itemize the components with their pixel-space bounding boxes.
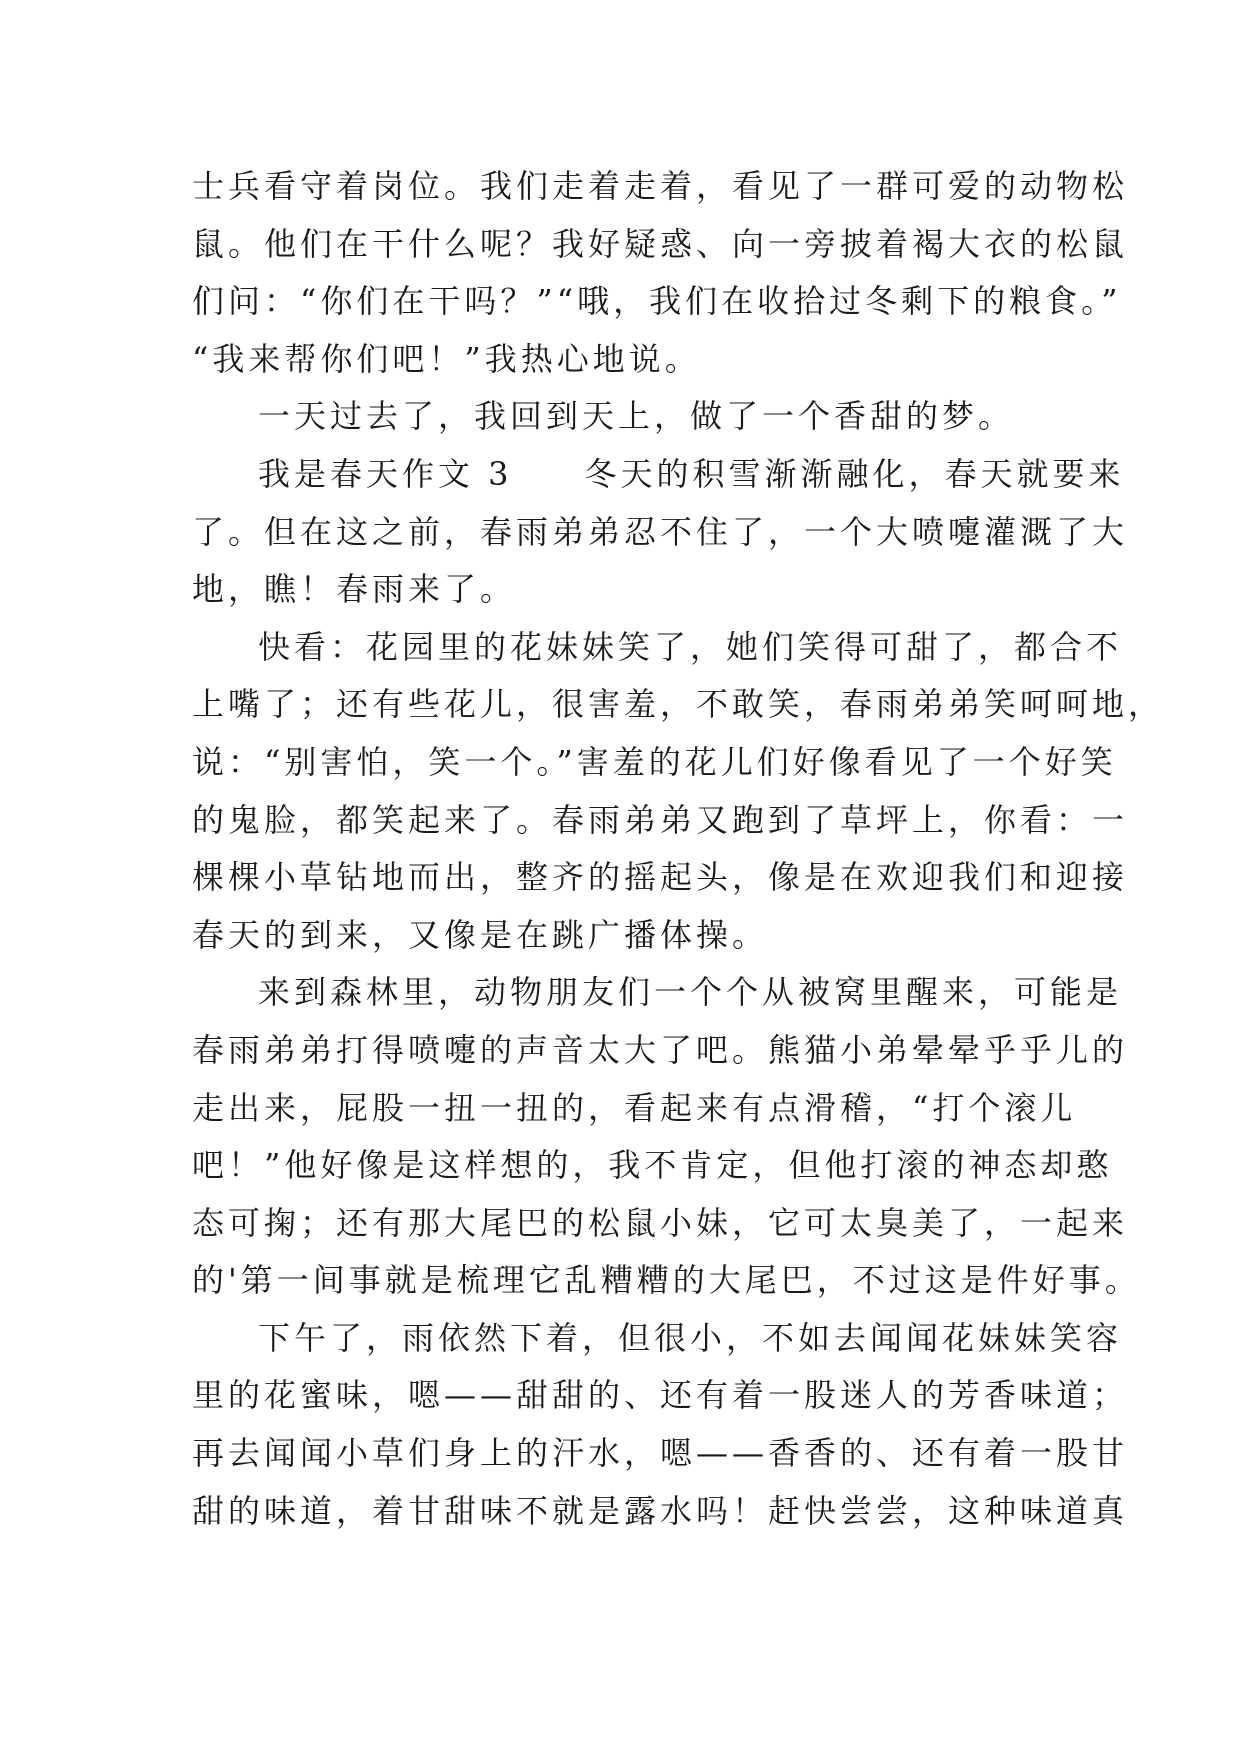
- text-line: 鼠。他们在干什么呢？我好疑惑、向一旁披着褐大衣的松鼠: [192, 224, 1129, 263]
- text-line: 了。但在这之前，春雨弟弟忍不住了，一个大喷嚏灌溉了大: [192, 512, 1129, 551]
- text-line: 的'第一间事就是梳理它乱糟糟的大尾巴，不过这是件好事。: [192, 1261, 1141, 1300]
- paragraph-first-line: 一天过去了，我回到天上，做了一个香甜的梦。: [258, 397, 1015, 436]
- text-line: 们问：“你们在干吗？”“哦，我们在收拾过冬剩下的粮食。”: [192, 282, 1122, 321]
- essay-title-line: 我是春天作文 3 冬天的积雪渐渐融化，春天就要来: [258, 454, 1125, 493]
- text-line: “我来帮你们吧！”我热心地说。: [192, 339, 701, 378]
- text-line: 吧！”他好像是这样想的，我不肯定，但他打滚的神态却憨: [192, 1146, 1113, 1185]
- paragraph-first-line: 快看：花园里的花妹妹笑了，她们笑得可甜了，都合不: [258, 627, 1123, 666]
- text-line: 上嘴了；还有些花儿，很害羞，不敢笑，春雨弟弟笑呵呵地，: [192, 685, 1165, 724]
- text-line: 里的花蜜味，嗯——甜甜的、还有着一股迷人的芳香味道；: [192, 1376, 1129, 1415]
- text-line: 甜的味道，着甘甜味不就是露水吗！赶快尝尝，这种味道真: [192, 1491, 1129, 1530]
- body-text: [192, 158, 1165, 1540]
- text-line: 再去闻闻小草们身上的汗水，嗯——香香的、还有着一股甘: [192, 1434, 1129, 1473]
- text-line: 士兵看守着岗位。我们走着走着，看见了一群可爱的动物松: [192, 167, 1129, 205]
- paragraph-first-line: 下午了，雨依然下着，但很小，不如去闻闻花妹妹笑容: [258, 1318, 1123, 1357]
- paragraph-first-line: 来到森林里，动物朋友们一个个从被窝里醒来，可能是: [258, 973, 1123, 1012]
- text-line: 春雨弟弟打得喷嚏的声音太大了吧。熊猫小弟晕晕乎乎儿的: [192, 1030, 1129, 1069]
- text-line: 地，瞧！春雨来了。: [192, 570, 517, 609]
- text-line: 棵棵小草钻地而出，整齐的摇起头，像是在欢迎我们和迎接: [192, 858, 1129, 897]
- text-line: 走出来，屁股一扭一扭的，看起来有点滑稽，“打个滚儿: [192, 1088, 1077, 1127]
- text-line: 春天的到来，又像是在跳广播体操。: [192, 915, 769, 954]
- text-line: 的鬼脸，都笑起来了。春雨弟弟又跑到了草坪上，你看：一: [192, 800, 1129, 839]
- text-line: 态可掬；还有那大尾巴的松鼠小妹，它可太臭美了，一起来: [192, 1203, 1129, 1242]
- text-line: 说：“别害怕，笑一个。”害羞的花儿们好像看见了一个好笑: [192, 742, 1117, 781]
